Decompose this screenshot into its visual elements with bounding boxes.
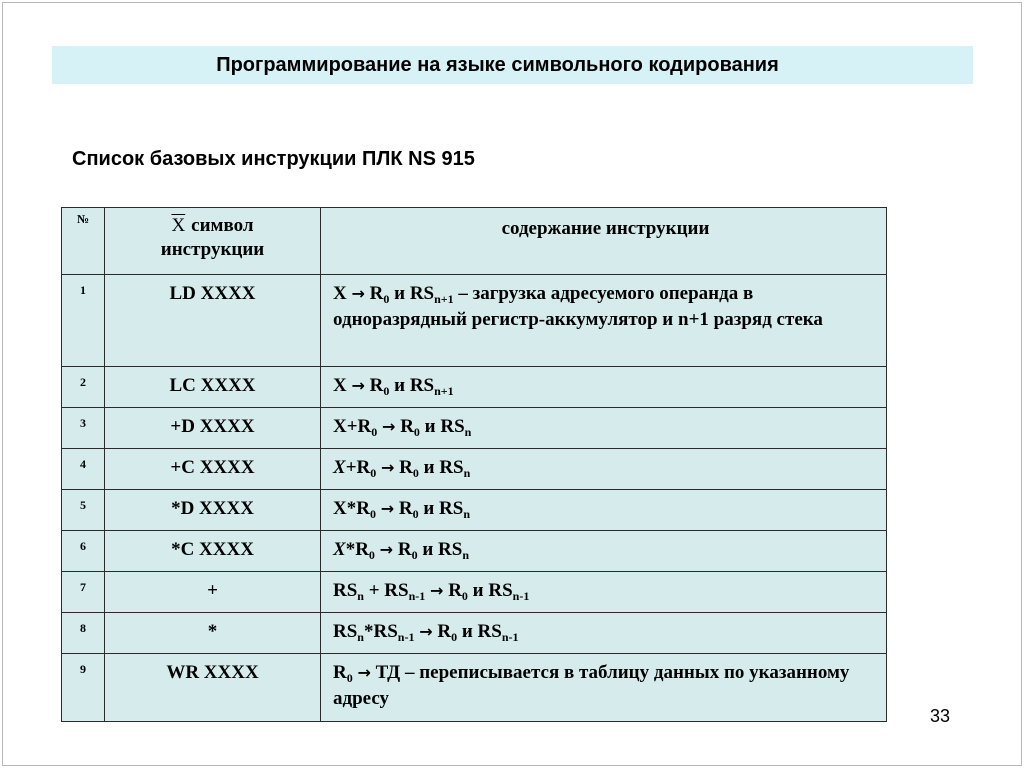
arrow-icon: → — [380, 499, 395, 518]
arrow-icon: → — [419, 622, 433, 641]
header-symbol — [105, 208, 321, 275]
row-number: 9 — [62, 654, 105, 722]
expr-part: R — [333, 662, 347, 683]
instruction-content — [321, 408, 887, 449]
table-caption: Список базовых инструкции ПЛК NS 915 — [72, 148, 475, 170]
expr-subscript: n-1 — [512, 589, 530, 603]
expr-part: R — [397, 539, 412, 560]
header-num: № — [62, 208, 105, 275]
expr-subscript: n+1 — [434, 384, 454, 398]
expr-subscript: n-1 — [501, 630, 519, 644]
table-row — [62, 490, 887, 531]
expr-part: и RS — [467, 580, 513, 601]
expr-part: R — [398, 498, 413, 519]
slide-title: Программирование на языке символьного кодирования — [52, 46, 973, 84]
row-number: 5 — [62, 490, 105, 531]
row-number: 2 — [62, 367, 105, 408]
expr-part: R — [437, 621, 452, 642]
instruction-symbol: *D XXXX — [105, 490, 321, 531]
expr-subscript: 0 — [411, 548, 418, 562]
instruction-symbol: LC XXXX — [105, 367, 321, 408]
instruction-symbol: +C XXXX — [105, 449, 321, 490]
instruction-symbol: + — [105, 572, 321, 613]
table-row — [62, 531, 887, 572]
expr-part: +R — [345, 457, 371, 478]
instruction-symbol: WR XXXX — [105, 654, 321, 722]
expr-part: и RS — [418, 457, 464, 478]
expr-part: RS — [333, 580, 358, 601]
expr-part: и RS — [457, 621, 502, 642]
row-number: 4 — [62, 449, 105, 490]
expr-part: и RS — [417, 539, 463, 560]
table-row — [62, 408, 887, 449]
expr-subscript: n — [357, 630, 364, 644]
expr-subscript: 0 — [369, 507, 376, 521]
expr-subscript: n — [462, 548, 469, 562]
table-row — [62, 613, 887, 654]
expr-subscript: 0 — [451, 630, 458, 644]
expr-part: RS — [333, 621, 358, 642]
header-content: содержание инструкции — [321, 208, 887, 275]
expr-subscript: n — [357, 589, 364, 603]
expr-subscript: 0 — [412, 507, 419, 521]
expr-subscript: 0 — [461, 589, 468, 603]
header-symbol-line1: символ — [191, 215, 254, 236]
expr-part: *R — [345, 539, 369, 560]
instruction-content — [321, 275, 887, 367]
row-number: 7 — [62, 572, 105, 613]
table-row — [62, 367, 887, 408]
expr-subscript: n+1 — [434, 292, 454, 306]
instruction-content — [321, 490, 887, 531]
row-number: 8 — [62, 613, 105, 654]
expr-part: ТД — [375, 662, 401, 683]
expr-subscript: 0 — [346, 671, 353, 685]
operand-italic: X — [333, 457, 346, 478]
instruction-content — [321, 654, 887, 722]
expr-subscript: 0 — [413, 425, 420, 439]
expr-subscript: n — [463, 507, 471, 521]
expr-subscript: 0 — [383, 384, 390, 398]
instruction-symbol: LD XXXX — [105, 275, 321, 367]
expr-part: R — [448, 580, 462, 601]
table-row — [62, 449, 887, 490]
expr-description: – загрузка адресуемого операнда в одноразрядный регистр-аккумулятор и n+1 разряд стека — [333, 283, 823, 330]
expr-subscript: n — [463, 466, 471, 480]
expr-subscript: n-1 — [397, 630, 415, 644]
table-row — [62, 275, 887, 367]
header-symbol-line2: инструкции — [160, 239, 265, 260]
instruction-symbol: * — [105, 613, 321, 654]
expr-subscript: n-1 — [408, 589, 426, 603]
expr-part: X — [333, 283, 347, 304]
instruction-symbol: +D XXXX — [105, 408, 321, 449]
arrow-icon: → — [351, 284, 365, 303]
expr-subscript: 0 — [383, 292, 390, 306]
arrow-icon: → — [351, 376, 365, 395]
expr-description: – переписывается в таблицу данных по указанному адресу — [333, 662, 850, 709]
expr-part: и RS — [389, 283, 435, 304]
expr-subscript: 0 — [370, 466, 377, 480]
arrow-icon: → — [382, 417, 396, 436]
expr-subscript: n — [464, 425, 472, 439]
instruction-content — [321, 613, 887, 654]
expr-part: + RS — [363, 580, 409, 601]
page-number: 33 — [930, 706, 951, 726]
expr-part: R — [400, 416, 414, 437]
row-number: 1 — [62, 275, 105, 367]
expr-subscript: 0 — [368, 548, 375, 562]
row-number: 3 — [62, 408, 105, 449]
arrow-icon: → — [357, 663, 371, 682]
arrow-icon: → — [430, 581, 444, 600]
table-row — [62, 572, 887, 613]
instructions-table — [61, 207, 887, 722]
row-number: 6 — [62, 531, 105, 572]
expr-part: и RS — [389, 375, 435, 396]
expr-part: X — [333, 375, 347, 396]
instruction-symbol: *C XXXX — [105, 531, 321, 572]
expr-part: и RS — [419, 416, 465, 437]
expr-part: *RS — [363, 621, 398, 642]
expr-part: X+R — [333, 416, 372, 437]
expr-part: R — [369, 283, 384, 304]
table-row — [62, 654, 887, 722]
instruction-content — [321, 449, 887, 490]
operand-italic: X — [333, 539, 346, 560]
table-header-row — [62, 208, 887, 275]
instruction-content — [321, 367, 887, 408]
expr-part: R — [399, 457, 413, 478]
expr-part: X*R — [333, 498, 370, 519]
arrow-icon: → — [381, 458, 395, 477]
expr-part: R — [369, 375, 384, 396]
instruction-content — [321, 572, 887, 613]
arrow-icon: → — [379, 540, 394, 559]
expr-subscript: 0 — [371, 425, 378, 439]
expr-subscript: 0 — [412, 466, 419, 480]
x-bar-symbol: $\overline{X}$ — [171, 215, 186, 236]
expr-part: и RS — [418, 498, 464, 519]
instruction-content — [321, 531, 887, 572]
